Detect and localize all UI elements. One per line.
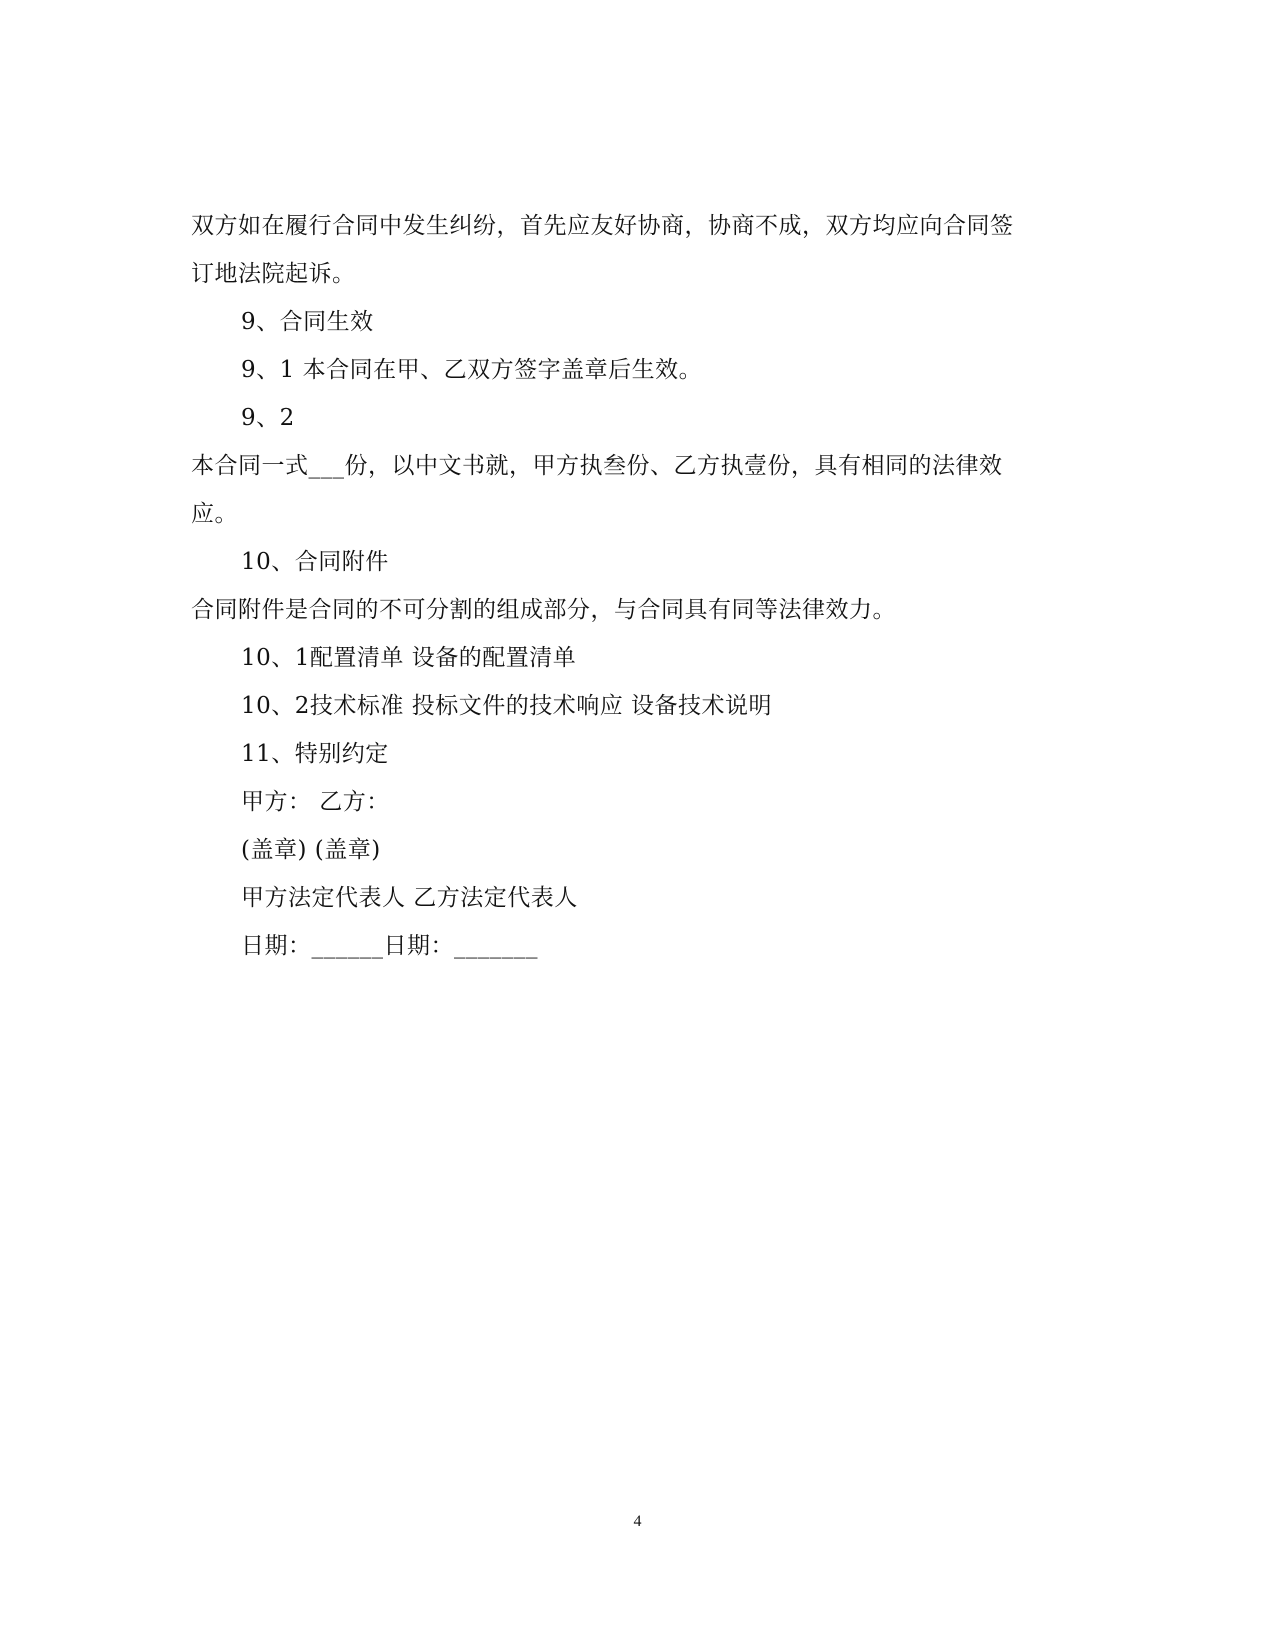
signature-dates: 日期：______日期：_______ — [241, 933, 538, 959]
paragraph-dispute-resolution: 双方如在履行合同中发生纠纷，首先应友好协商，协商不成，双方均应向合同签 — [191, 213, 1014, 239]
clause-10-1: 10、1配置清单 设备的配置清单 — [241, 645, 577, 671]
page-number: 4 — [633, 1513, 642, 1530]
signature-representatives: 甲方法定代表人 乙方法定代表人 — [241, 885, 578, 911]
clause-9-1: 9、1 本合同在甲、乙双方签字盖章后生效。 — [241, 357, 703, 383]
signature-seals: (盖章) (盖章) — [241, 837, 381, 863]
clause-9-2-text: 本合同一式___份，以中文书就，甲方执叁份、乙方执壹份，具有相同的法律效 — [191, 453, 1003, 479]
clause-9-2-label: 9、2 — [241, 405, 295, 431]
signature-parties: 甲方： 乙方： — [241, 789, 390, 815]
paragraph-dispute-resolution-cont: 订地法院起诉。 — [191, 261, 356, 287]
paragraph-attachments: 合同附件是合同的不可分割的组成部分，与合同具有同等法律效力。 — [191, 597, 896, 623]
heading-contract-effective: 9、合同生效 — [241, 309, 374, 335]
clause-9-2-text-cont: 应。 — [191, 501, 238, 527]
heading-special-terms: 11、特别约定 — [241, 741, 389, 767]
clause-10-2: 10、2技术标准 投标文件的技术响应 设备技术说明 — [241, 693, 773, 719]
heading-contract-attachments: 10、合同附件 — [241, 549, 389, 575]
